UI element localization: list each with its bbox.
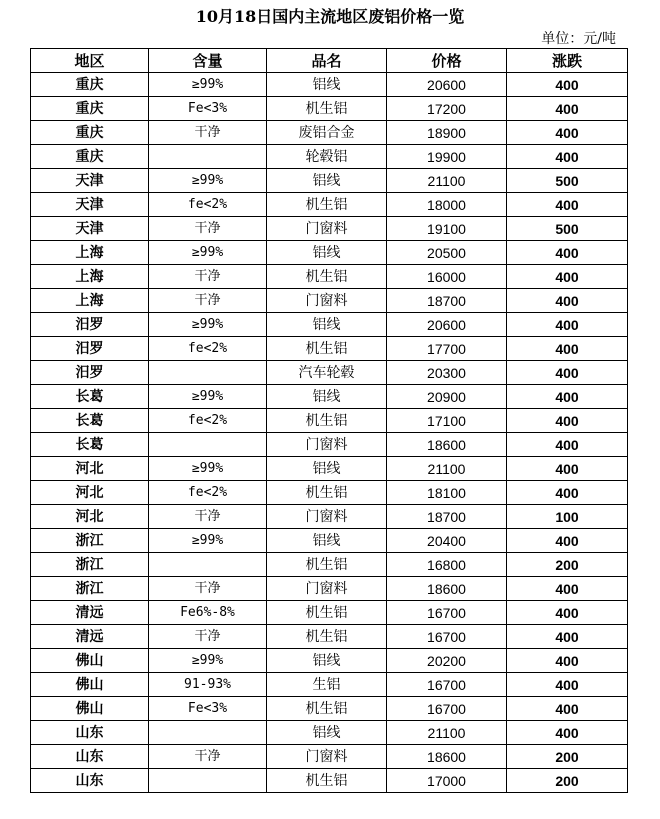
cell-change: 400 bbox=[507, 385, 628, 409]
cell-price: 16700 bbox=[387, 625, 507, 649]
cell-product: 机生铝 bbox=[267, 625, 387, 649]
cell-change: 400 bbox=[507, 481, 628, 505]
cell-change: 400 bbox=[507, 265, 628, 289]
cell-product: 门窗料 bbox=[267, 289, 387, 313]
cell-region: 清远 bbox=[31, 601, 149, 625]
table-body bbox=[31, 73, 628, 793]
cell-price: 18000 bbox=[387, 193, 507, 217]
cell-price: 18700 bbox=[387, 505, 507, 529]
cell-content: ≥99% bbox=[149, 241, 267, 265]
cell-region: 天津 bbox=[31, 169, 149, 193]
cell-change: 400 bbox=[507, 529, 628, 553]
cell-content bbox=[149, 769, 267, 793]
table-row bbox=[31, 529, 628, 553]
cell-change: 400 bbox=[507, 601, 628, 625]
cell-product: 机生铝 bbox=[267, 337, 387, 361]
cell-product: 门窗料 bbox=[267, 577, 387, 601]
cell-region: 上海 bbox=[31, 289, 149, 313]
cell-region: 清远 bbox=[31, 625, 149, 649]
cell-product: 汽车轮毂 bbox=[267, 361, 387, 385]
table-row bbox=[31, 385, 628, 409]
cell-price: 20600 bbox=[387, 313, 507, 337]
cell-region: 重庆 bbox=[31, 145, 149, 169]
header-product: 品名 bbox=[267, 49, 387, 73]
cell-change: 400 bbox=[507, 409, 628, 433]
cell-content: ≥99% bbox=[149, 313, 267, 337]
cell-price: 20200 bbox=[387, 649, 507, 673]
cell-price: 21100 bbox=[387, 457, 507, 481]
cell-content: 干净 bbox=[149, 289, 267, 313]
cell-price: 21100 bbox=[387, 721, 507, 745]
cell-change: 400 bbox=[507, 313, 628, 337]
cell-region: 长葛 bbox=[31, 385, 149, 409]
cell-region: 佛山 bbox=[31, 649, 149, 673]
table-row bbox=[31, 409, 628, 433]
cell-content: ≥99% bbox=[149, 649, 267, 673]
cell-product: 机生铝 bbox=[267, 769, 387, 793]
cell-content: Fe6%-8% bbox=[149, 601, 267, 625]
cell-content: 干净 bbox=[149, 121, 267, 145]
cell-product: 生铝 bbox=[267, 673, 387, 697]
cell-change: 500 bbox=[507, 217, 628, 241]
cell-content: 干净 bbox=[149, 625, 267, 649]
cell-change: 400 bbox=[507, 697, 628, 721]
cell-change: 400 bbox=[507, 241, 628, 265]
cell-content: 干净 bbox=[149, 265, 267, 289]
table-row bbox=[31, 217, 628, 241]
cell-product: 铝线 bbox=[267, 529, 387, 553]
cell-product: 铝线 bbox=[267, 313, 387, 337]
table-row bbox=[31, 193, 628, 217]
cell-product: 机生铝 bbox=[267, 265, 387, 289]
cell-product: 门窗料 bbox=[267, 505, 387, 529]
cell-change: 200 bbox=[507, 769, 628, 793]
cell-content bbox=[149, 553, 267, 577]
cell-change: 100 bbox=[507, 505, 628, 529]
cell-region: 浙江 bbox=[31, 577, 149, 601]
cell-region: 长葛 bbox=[31, 409, 149, 433]
cell-region: 汨罗 bbox=[31, 337, 149, 361]
cell-price: 16800 bbox=[387, 553, 507, 577]
cell-price: 16700 bbox=[387, 673, 507, 697]
cell-content: ≥99% bbox=[149, 73, 267, 97]
cell-region: 汨罗 bbox=[31, 361, 149, 385]
header-change: 涨跌 bbox=[507, 49, 628, 73]
table-row bbox=[31, 145, 628, 169]
cell-change: 400 bbox=[507, 673, 628, 697]
table-row bbox=[31, 769, 628, 793]
cell-region: 汨罗 bbox=[31, 313, 149, 337]
cell-price: 20400 bbox=[387, 529, 507, 553]
cell-change: 400 bbox=[507, 433, 628, 457]
cell-price: 17200 bbox=[387, 97, 507, 121]
cell-region: 重庆 bbox=[31, 73, 149, 97]
cell-price: 18700 bbox=[387, 289, 507, 313]
cell-product: 机生铝 bbox=[267, 601, 387, 625]
table-row bbox=[31, 649, 628, 673]
cell-product: 机生铝 bbox=[267, 97, 387, 121]
cell-price: 20900 bbox=[387, 385, 507, 409]
cell-price: 21100 bbox=[387, 169, 507, 193]
table-row bbox=[31, 337, 628, 361]
cell-change: 400 bbox=[507, 625, 628, 649]
table-row bbox=[31, 313, 628, 337]
cell-price: 20300 bbox=[387, 361, 507, 385]
cell-region: 天津 bbox=[31, 217, 149, 241]
header-region: 地区 bbox=[31, 49, 149, 73]
cell-product: 铝线 bbox=[267, 385, 387, 409]
cell-price: 16000 bbox=[387, 265, 507, 289]
cell-region: 山东 bbox=[31, 745, 149, 769]
cell-change: 400 bbox=[507, 145, 628, 169]
table-row bbox=[31, 97, 628, 121]
table-row bbox=[31, 457, 628, 481]
cell-content: 干净 bbox=[149, 505, 267, 529]
cell-change: 200 bbox=[507, 745, 628, 769]
cell-change: 400 bbox=[507, 577, 628, 601]
table-row bbox=[31, 169, 628, 193]
table-row bbox=[31, 289, 628, 313]
cell-price: 18100 bbox=[387, 481, 507, 505]
cell-product: 铝线 bbox=[267, 241, 387, 265]
cell-content: fe<2% bbox=[149, 481, 267, 505]
cell-region: 河北 bbox=[31, 481, 149, 505]
price-table bbox=[30, 48, 628, 793]
cell-content: 干净 bbox=[149, 745, 267, 769]
cell-change: 400 bbox=[507, 337, 628, 361]
cell-price: 19100 bbox=[387, 217, 507, 241]
cell-content bbox=[149, 721, 267, 745]
cell-change: 400 bbox=[507, 361, 628, 385]
cell-content: fe<2% bbox=[149, 337, 267, 361]
cell-product: 废铝合金 bbox=[267, 121, 387, 145]
cell-content: Fe<3% bbox=[149, 697, 267, 721]
header-content: 含量 bbox=[149, 49, 267, 73]
cell-content: Fe<3% bbox=[149, 97, 267, 121]
header-price: 价格 bbox=[387, 49, 507, 73]
cell-change: 400 bbox=[507, 649, 628, 673]
cell-price: 18600 bbox=[387, 577, 507, 601]
table-row bbox=[31, 433, 628, 457]
table-row bbox=[31, 625, 628, 649]
table-row bbox=[31, 745, 628, 769]
cell-product: 机生铝 bbox=[267, 481, 387, 505]
cell-price: 19900 bbox=[387, 145, 507, 169]
cell-change: 400 bbox=[507, 97, 628, 121]
cell-region: 上海 bbox=[31, 265, 149, 289]
cell-product: 轮毂铝 bbox=[267, 145, 387, 169]
cell-change: 400 bbox=[507, 121, 628, 145]
cell-price: 17700 bbox=[387, 337, 507, 361]
cell-region: 天津 bbox=[31, 193, 149, 217]
table-row bbox=[31, 721, 628, 745]
cell-region: 浙江 bbox=[31, 529, 149, 553]
cell-content bbox=[149, 361, 267, 385]
cell-price: 18900 bbox=[387, 121, 507, 145]
cell-region: 长葛 bbox=[31, 433, 149, 457]
table-row bbox=[31, 481, 628, 505]
cell-change: 400 bbox=[507, 721, 628, 745]
cell-product: 门窗料 bbox=[267, 433, 387, 457]
cell-product: 铝线 bbox=[267, 73, 387, 97]
table-row bbox=[31, 601, 628, 625]
cell-region: 重庆 bbox=[31, 121, 149, 145]
cell-price: 17100 bbox=[387, 409, 507, 433]
table-row bbox=[31, 673, 628, 697]
cell-content: 干净 bbox=[149, 217, 267, 241]
cell-product: 铝线 bbox=[267, 169, 387, 193]
cell-product: 机生铝 bbox=[267, 193, 387, 217]
header-row bbox=[31, 49, 628, 73]
cell-product: 铝线 bbox=[267, 649, 387, 673]
cell-content: ≥99% bbox=[149, 385, 267, 409]
cell-region: 佛山 bbox=[31, 673, 149, 697]
cell-product: 机生铝 bbox=[267, 409, 387, 433]
cell-product: 门窗料 bbox=[267, 217, 387, 241]
table-row bbox=[31, 241, 628, 265]
cell-region: 山东 bbox=[31, 721, 149, 745]
table-row bbox=[31, 121, 628, 145]
cell-price: 16700 bbox=[387, 601, 507, 625]
cell-content: 91-93% bbox=[149, 673, 267, 697]
cell-change: 500 bbox=[507, 169, 628, 193]
cell-region: 浙江 bbox=[31, 553, 149, 577]
cell-price: 20600 bbox=[387, 73, 507, 97]
cell-content: 干净 bbox=[149, 577, 267, 601]
cell-change: 400 bbox=[507, 457, 628, 481]
table-row bbox=[31, 361, 628, 385]
cell-content: ≥99% bbox=[149, 169, 267, 193]
cell-content: fe<2% bbox=[149, 409, 267, 433]
table-row bbox=[31, 577, 628, 601]
unit-label: 单位：元/吨 bbox=[541, 31, 616, 47]
cell-price: 18600 bbox=[387, 433, 507, 457]
cell-change: 400 bbox=[507, 193, 628, 217]
cell-price: 20500 bbox=[387, 241, 507, 265]
cell-product: 铝线 bbox=[267, 457, 387, 481]
cell-content bbox=[149, 145, 267, 169]
cell-product: 机生铝 bbox=[267, 553, 387, 577]
page-title: 10月18日国内主流地区废铝价格一览 bbox=[195, 7, 465, 26]
cell-content: ≥99% bbox=[149, 457, 267, 481]
cell-change: 400 bbox=[507, 73, 628, 97]
cell-product: 门窗料 bbox=[267, 745, 387, 769]
cell-price: 16700 bbox=[387, 697, 507, 721]
cell-region: 重庆 bbox=[31, 97, 149, 121]
cell-change: 200 bbox=[507, 553, 628, 577]
table-row bbox=[31, 505, 628, 529]
cell-price: 17000 bbox=[387, 769, 507, 793]
cell-product: 机生铝 bbox=[267, 697, 387, 721]
cell-price: 18600 bbox=[387, 745, 507, 769]
cell-change: 400 bbox=[507, 289, 628, 313]
cell-region: 山东 bbox=[31, 769, 149, 793]
table-row bbox=[31, 73, 628, 97]
table-row bbox=[31, 697, 628, 721]
cell-region: 河北 bbox=[31, 505, 149, 529]
cell-product: 铝线 bbox=[267, 721, 387, 745]
cell-region: 上海 bbox=[31, 241, 149, 265]
table-row bbox=[31, 553, 628, 577]
cell-content: fe<2% bbox=[149, 193, 267, 217]
table-row bbox=[31, 265, 628, 289]
cell-content bbox=[149, 433, 267, 457]
cell-region: 河北 bbox=[31, 457, 149, 481]
cell-region: 佛山 bbox=[31, 697, 149, 721]
cell-content: ≥99% bbox=[149, 529, 267, 553]
